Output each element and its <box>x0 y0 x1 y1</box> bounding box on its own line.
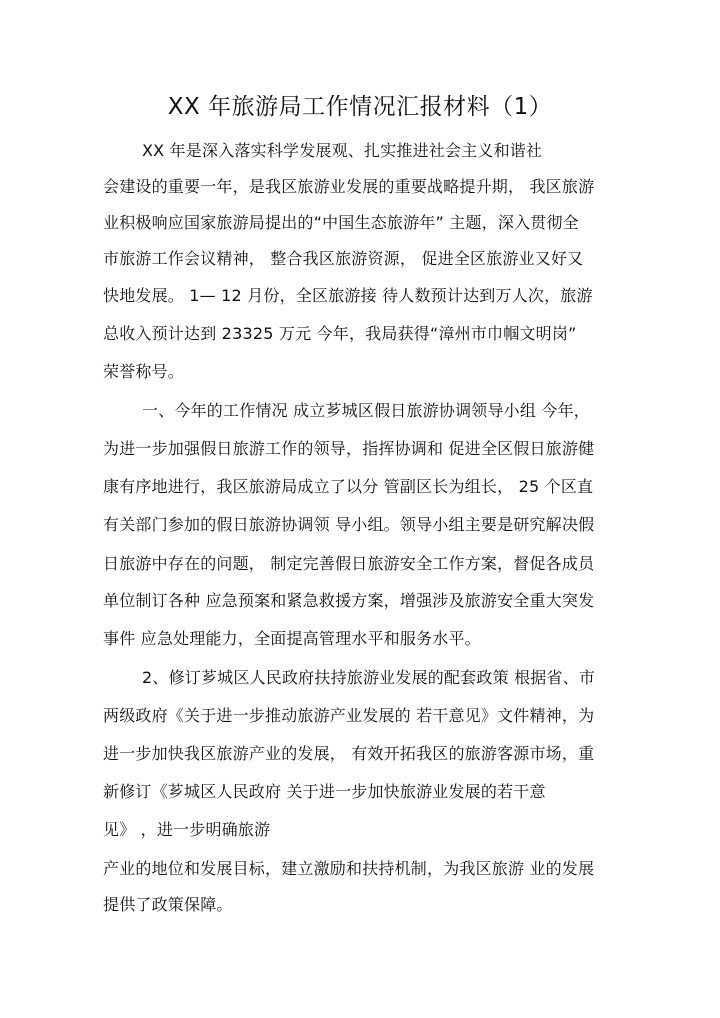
paragraph-line: 为进一步加强假日旅游工作的领导，指挥协调和 促进全区假日旅游健 <box>103 439 595 458</box>
document-title: XX 年旅游局工作情况汇报材料（1） <box>167 94 553 120</box>
paragraph-line: 2、修订芗城区人民政府扶持旅游业发展的配套政策 根据省、市 <box>142 668 596 687</box>
paragraph-line: 单位制订各种 应急预案和紧急救援方案，增强涉及旅游安全重大突发 <box>103 591 595 610</box>
paragraph-line: 事件 应急处理能力，全面提高管理水平和服务水平。 <box>103 629 481 648</box>
paragraph-line: 荣誉称号。 <box>103 362 185 381</box>
paragraph-line: 见》 ，进一步明确旅游 <box>103 820 271 839</box>
paragraph-line: 总收入预计达到 23325 万元 今年，我局获得“漳州市巾帼文明岗” <box>103 324 577 343</box>
paragraph-line: 日旅游中存在的问题， 制定完善假日旅游安全工作方案，督促各成员 <box>103 554 595 573</box>
paragraph-line: 快地发展。 1— 12 月份，全区旅游接 待人数预计达到万人次，旅游 <box>103 286 593 305</box>
paragraph-line: 市旅游工作会议精神， 整合我区旅游资源， 促进全区旅游业又好又 <box>103 249 584 268</box>
paragraph-line: 新修订《芗城区人民政府 关于进一步加快旅游业发展的若干意 <box>103 782 546 801</box>
paragraph-line: 产业的地位和发展目标，建立激励和扶持机制，为我区旅游 业的发展 <box>103 859 595 878</box>
paragraph-line: 提供了政策保障。 <box>103 895 233 914</box>
paragraph-line: 进一步加快我区旅游产业的发展， 有效开拓我区的旅游客源市场，重 <box>103 744 595 763</box>
paragraph-line: 一、今年的工作情况 成立芗城区假日旅游协调领导小组 今年， <box>142 401 590 420</box>
paragraph-line: 有关部门参加的假日旅游协调领 导小组。领导小组主要是研究解决假 <box>103 515 595 534</box>
paragraph-line: 业积极响应国家旅游局提出的“中国生态旅游年” 主题，深入贯彻全 <box>103 213 579 232</box>
paragraph-line: 两级政府《关于进一步推动旅游产业发展的 若干意见》文件精神，为 <box>103 706 595 725</box>
paragraph-line: 康有序地进行，我区旅游局成立了以分 管副区长为组长， 25 个区直 <box>103 477 594 496</box>
paragraph-line: 会建设的重要一年，是我区旅游业发展的重要战略提升期， 我区旅游 <box>103 177 595 196</box>
paragraph-line: XX 年是深入落实科学发展观、扎实推进社会主义和谐社 <box>142 141 543 160</box>
